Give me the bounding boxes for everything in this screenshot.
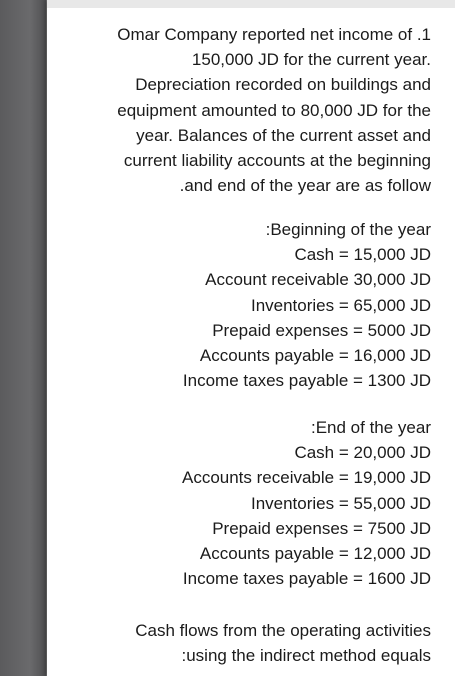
sheet-top-edge [47, 0, 455, 8]
balance-row: Cash = 15,000 JD [294, 245, 431, 265]
beginning-heading: :Beginning of the year [265, 220, 431, 239]
end-balances [182, 415, 431, 591]
balance-row: Prepaid expenses = 7500 JD [212, 518, 431, 538]
statement-line: .and end of the year are as follow [179, 176, 431, 196]
balance-row: Accounts receivable = 19,000 JD [181, 468, 431, 488]
statement-line: Omar Company reported net income of .1 [117, 25, 431, 44]
statement-line: year. Balances of the current asset and [136, 125, 431, 145]
balance-row: Accounts payable = 16,000 JD [199, 346, 431, 366]
statement-line: Depreciation recorded on buildings and [135, 75, 431, 95]
statement-line: equipment amounted to 80,000 JD for the [117, 100, 431, 120]
balance-row: Prepaid expenses = 5000 JD [212, 320, 431, 340]
statement-line: 150,000 JD for the current year. [191, 50, 431, 70]
balance-row: Cash = 20,000 JD [294, 443, 431, 463]
question-line: Cash flows from the operating activities [135, 621, 431, 640]
end-heading: :End of the year [310, 418, 431, 437]
balance-row: Inventories = 65,000 JD [250, 295, 431, 315]
balance-row: Inventories = 55,000 JD [250, 493, 431, 513]
beginning-balances [183, 217, 431, 393]
question-text [135, 618, 431, 668]
balance-row: Account receivable 30,000 JD [205, 270, 431, 290]
statement-line: current liability accounts at the beginning [123, 151, 431, 171]
balance-row: Income taxes payable = 1300 JD [182, 371, 431, 391]
question-sheet [47, 0, 455, 676]
balance-row: Accounts payable = 12,000 JD [199, 544, 431, 564]
problem-statement [57, 22, 431, 198]
question-line: :using the indirect method equals [181, 646, 431, 666]
balance-row: Income taxes payable = 1600 JD [182, 569, 431, 589]
